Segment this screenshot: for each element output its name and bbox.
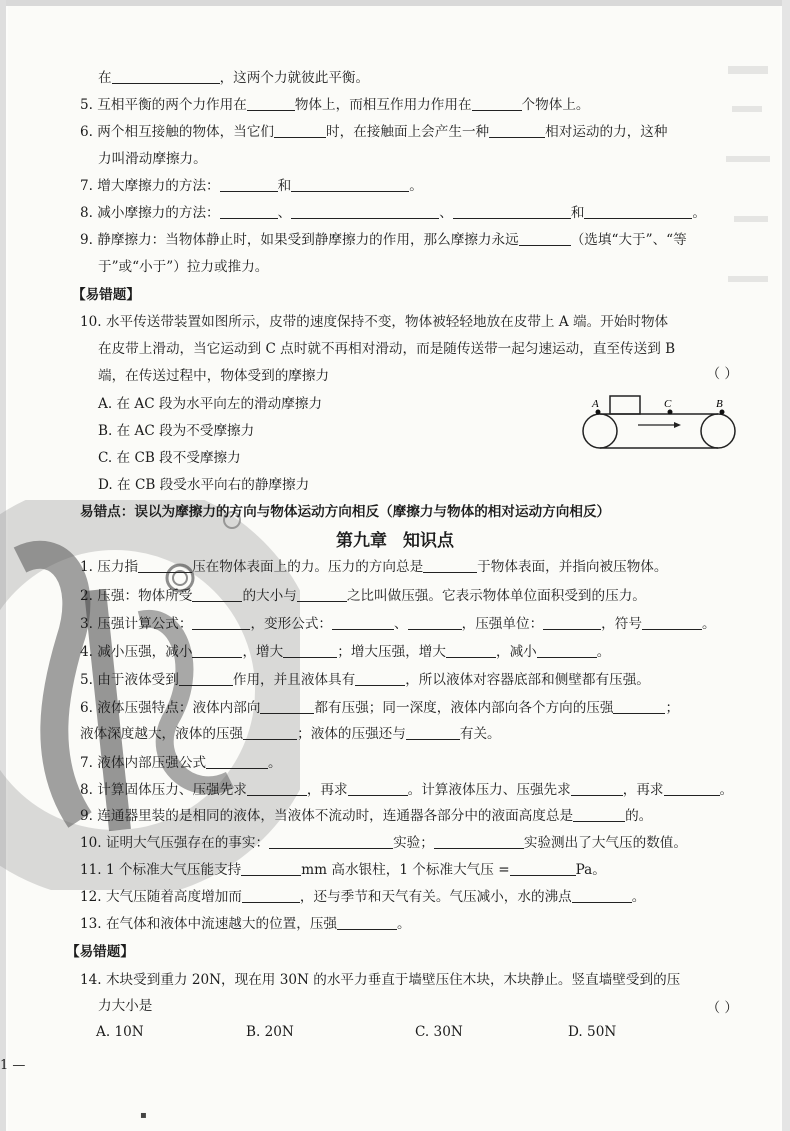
text-fragment: 4. 减小压强，减小 [80,644,193,660]
answer-blank[interactable] [247,781,307,796]
option-b-20n[interactable]: B. 20N [246,1024,294,1040]
text-fragment: ，所以液体对容器底部和侧壁都有压强。 [405,672,650,688]
text-fragment: 7. 液体内部压强公式 [80,755,207,771]
page-number: 1 — [0,1058,26,1073]
answer-blank[interactable] [408,615,462,630]
text-fragment: 8. 减小摩擦力的方法： [80,205,220,221]
text-fragment: 9. 连通器里装的是相同的液体，当液体不流动时，连通器各部分中的液面高度总是 [80,808,574,824]
text-fragment: 5. 由于液体受到 [80,672,179,688]
point-14-cont: 力大小是 [98,998,153,1014]
text-fragment: mm 高水银柱，1 个标准大气压 = [301,862,510,878]
answer-blank[interactable] [642,615,702,630]
chapter-title: 知识点 [403,531,454,551]
text-fragment: 10. 证明大气压强存在的事实： [80,835,270,851]
text-fragment: Pa。 [575,862,606,878]
text-fragment: 8. 计算固体压力、压强先求 [80,782,247,798]
answer-blank[interactable] [241,861,301,876]
question-5 [80,95,740,115]
text-fragment: （选填“大于”、“等 [570,232,687,248]
text-fragment: 相对运动的力，这种 [545,124,668,140]
text-fragment: 。 [596,644,611,660]
answer-blank[interactable] [571,781,623,796]
answer-blank[interactable] [446,643,496,658]
conveyor-belt-diagram [578,393,740,455]
question-6 [80,122,740,142]
answer-blank[interactable] [332,615,394,630]
question-6-cont [98,149,758,169]
text-fragment: ，减小 [495,644,537,660]
text-fragment: 6. 两个相互接触的物体，当它们 [80,124,275,140]
chapter-number: 第九章 [336,531,387,551]
text-fragment: 。 [701,616,716,632]
text-fragment: 个物体上。 [521,97,590,113]
option-a-10n[interactable]: A. 10N [96,1024,144,1040]
text-fragment: 的。 [625,808,653,824]
point-1 [80,557,740,577]
text-fragment: ；液体的压强还与 [297,726,406,742]
answer-blank[interactable] [206,754,268,769]
text-fragment: 液体深度越大，液体的压强 [80,726,244,742]
text-fragment: 11. 1 个标准大气压能支持 [80,862,242,878]
answer-blank[interactable] [572,888,632,903]
chapter-heading [0,526,790,551]
text-fragment: 。 [397,916,411,932]
error-note: 易错点：误以为摩擦力的方向与物体运动方向相反（摩擦力与物体的相对运动方向相反） [80,504,611,520]
option-d: D. 在 CB 段受水平向右的静摩擦力 [98,477,310,493]
point-12 [80,887,740,907]
question-10-cont: 在皮带上滑动，当它运动到 C 点时就不再相对滑动，而是随传送带一起匀速运动，直至传送到 B [98,341,676,357]
answer-blank[interactable] [337,915,397,930]
text-fragment: 。 [268,755,282,771]
text-fragment: ，这两个力就彼此平衡。 [219,70,370,86]
answer-blank[interactable] [584,204,692,219]
text-fragment: 在 [98,70,112,86]
answer-blank[interactable] [543,615,601,630]
answer-blank[interactable] [406,725,460,740]
answer-blank[interactable] [243,725,297,740]
point-14: 14. 木块受到重力 20N，现在用 30N 的水平力垂直于墙壁压住木块，木块静止。竖直墙壁受到的压 [80,972,681,988]
option-b: B. 在 AC 段为不受摩擦力 [98,423,255,439]
pulley-right [701,414,735,448]
text-fragment: ；增大压强，增大 [337,644,446,660]
answer-blank[interactable] [192,587,242,602]
scan-border-left [0,0,6,1131]
text-fragment: 3. 压强计算公式： [80,616,193,632]
text-line-balance [98,68,758,88]
answer-blank[interactable] [291,177,409,192]
text-fragment: 7. 增大摩擦力的方法： [80,178,220,194]
option-c: C. 在 CB 段不受摩擦力 [98,450,241,466]
text-fragment: 1. 压力指 [80,559,139,575]
text-fragment: 时，在接触面上会产生一种 [326,124,490,140]
answer-blank[interactable] [423,558,477,573]
text-fragment: 压在物体表面上的力。压力的方向总是 [192,559,424,575]
text-fragment: 实验； [393,835,434,851]
answer-bracket[interactable]: （ ） [706,1000,738,1016]
text-fragment: 物体上，而相互作用力作用在 [294,97,472,113]
text-fragment: ，还与季节和天气有关。气压减小，水的沸点 [299,889,572,905]
answer-blank[interactable] [355,671,405,686]
point-3 [80,614,740,634]
text-fragment: 2. 压强：物体所受 [80,588,193,604]
text-fragment: 。 [631,889,646,905]
text-fragment: 。 [692,205,707,221]
point-10 [80,833,740,853]
text-fragment: ； [665,700,680,716]
question-10: 10. 水平传送带装置如图所示，皮带的速度保持不变，物体被轻轻地放在皮带上 A 端。开始时物体 [80,314,669,330]
answer-blank[interactable] [112,69,220,84]
question-10-cont2: 端，在传送过程中，物体受到的摩擦力 [98,368,330,384]
text-fragment: 9. 静摩擦力：当物体静止时，如果受到静摩擦力的作用，那么摩擦力永远 [80,232,519,248]
answer-blank[interactable] [453,204,571,219]
answer-blank[interactable] [274,123,326,138]
answer-blank[interactable] [291,204,439,219]
answer-blank[interactable] [220,177,278,192]
answer-blank[interactable] [519,231,571,246]
point-4 [80,642,740,662]
label-a: A [592,398,599,410]
text-fragment: ，符号 [601,616,642,632]
question-9-cont [98,257,758,277]
label-b: B [716,398,723,410]
scan-speck: ▪ [140,1110,147,1121]
label-c: C [664,398,672,410]
point-11 [80,860,740,880]
text-fragment: 和 [570,205,585,221]
option-c-30n[interactable]: C. 30N [415,1024,463,1040]
point-13 [80,914,740,934]
text-fragment: 、 [394,616,408,632]
answer-blank[interactable] [179,671,233,686]
point-9 [80,806,740,826]
text-fragment: 、 [439,205,453,221]
text-fragment: 于物体表面，并指向被压物体。 [477,559,668,575]
point-6 [80,698,740,718]
text-fragment: 都有压强；同一深度，液体内部向各个方向的压强 [314,700,614,716]
point-7 [80,753,740,773]
scan-border-right [782,0,790,1131]
text-fragment: 作用，并且液体具有 [232,672,356,688]
point-6-cont [80,724,740,744]
option-a: A. 在 AC 段为水平向左的滑动摩擦力 [98,396,323,412]
answer-blank[interactable] [192,615,250,630]
text-fragment: ，压强单位： [461,616,544,632]
answer-blank[interactable] [573,807,625,822]
section-tag-error-prone: 【易错题】 [72,287,140,303]
option-d-50n[interactable]: D. 50N [568,1024,617,1040]
text-fragment: 5. 互相平衡的两个力作用在 [80,97,247,113]
answer-blank[interactable] [613,699,665,714]
answer-blank[interactable] [138,558,192,573]
answer-blank[interactable] [192,643,242,658]
text-fragment: 6. 液体压强特点：液体内部向 [80,700,261,716]
text-fragment: 13. 在气体和液体中流速越大的位置，压强 [80,916,338,932]
text-fragment: 。 [719,782,734,798]
answer-blank[interactable] [472,96,522,111]
answer-bracket[interactable]: （ ） [706,366,738,382]
point-2 [80,586,740,606]
block [610,396,640,414]
point-8 [80,780,740,800]
text-fragment: 和 [277,178,292,194]
answer-blank[interactable] [489,123,545,138]
text-fragment: 实验测出了大气压的数值。 [523,835,687,851]
answer-blank[interactable] [269,834,393,849]
question-8 [80,203,740,223]
answer-blank[interactable] [537,643,597,658]
answer-blank[interactable] [260,699,314,714]
text-fragment: 之比叫做压强。它表示物体单位面积受到的压力。 [346,588,646,604]
question-9 [80,230,740,250]
text-fragment: ，再求 [622,782,664,798]
text-fragment: 12. 大气压随着高度增加而 [80,889,242,905]
text-fragment: 。 [409,178,423,194]
text-fragment: 于”或“小于”）拉力或推力。 [98,259,269,275]
answer-blank[interactable] [283,643,337,658]
text-fragment: 、 [277,205,292,221]
pulley-left [583,414,617,448]
answer-blank[interactable] [348,781,408,796]
text-fragment: ，变形公式： [250,616,333,632]
answer-blank[interactable] [242,888,300,903]
answer-blank[interactable] [297,587,347,602]
answer-blank[interactable] [247,96,295,111]
text-fragment: ，增大 [242,644,284,660]
section-tag-error-prone-2: 【易错题】 [66,944,134,960]
text-fragment: 。计算液体压力、压强先求 [407,782,571,798]
text-fragment: 力叫滑动摩擦力。 [98,151,207,167]
text-fragment: 的大小与 [242,588,297,604]
answer-blank[interactable] [664,781,720,796]
question-7 [80,176,740,196]
point-5 [80,670,740,690]
text-fragment: 有关。 [459,726,501,742]
answer-blank[interactable] [510,861,576,876]
answer-blank[interactable] [434,834,524,849]
text-fragment: ，再求 [306,782,348,798]
answer-blank[interactable] [220,204,278,219]
